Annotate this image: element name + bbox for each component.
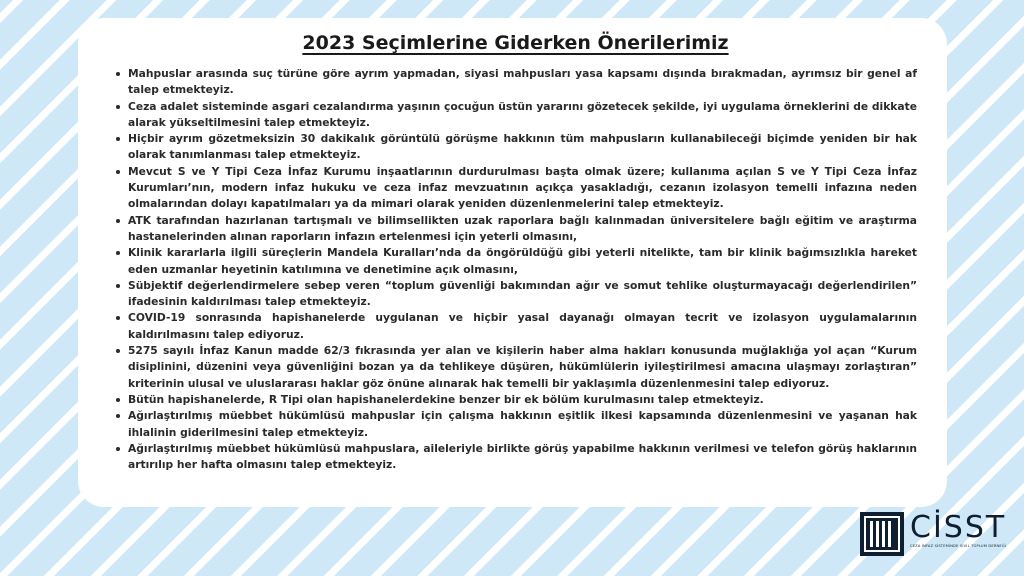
list-item: COVID-19 sonrasında hapishanelerde uygulanan ve hiçbir yasal dayanağı olmayan tecrit ve izolasyon uygulamalarının kaldırılmasını talep ediyoruz.: [128, 310, 917, 343]
list-item: Ağırlaştırılmış müebbet hükümlüsü mahpuslara, aileleriyle birlikte görüş yapabilme hakkının verilmesi ve telefon görüş haklarının artırılıp her hafta olmasını talep etmekteyiz.: [128, 441, 917, 474]
list-item: ATK tarafından hazırlanan tartışmalı ve bilimsellikten uzak raporlara bağlı kalınmadan üniversitelere bağlı eğitim ve araştırma hastanelerinden alınan raporların infazın ertelenmesi için yeterli olmasını,: [128, 213, 917, 246]
page-title: 2023 Seçimlerine Giderken Önerilerimiz: [302, 32, 729, 54]
content-card: [78, 18, 947, 507]
list-item: Mevcut S ve Y Tipi Ceza İnfaz Kurumu inşaatlarının durdurulması başta olmak üzere; kullanıma açılan S ve Y Tipi Ceza İnfaz Kurumları’nın, modern infaz hukuku ve ceza infaz mevzuatının açıkça yasakladığı, cezanın izolasyon temelli infazına neden olmalarından dolayı kapatılmaları ya da mimari olarak yeniden düzenlenmelerini talep etmekteyiz.: [128, 164, 917, 213]
list-item: Klinik kararlarla ilgili süreçlerin Mandela Kuralları’nda da öngörüldüğü gibi yeterli nitelikte, tam bir klinik bağımsızlıkla hareket eden uzmanlar heyetinin katılımına ve denetimine açık olmasını,: [128, 245, 917, 278]
logo-text: [910, 512, 1006, 549]
cisst-logo: [860, 512, 1010, 568]
list-item: Bütün hapishanelerde, R Tipi olan hapishanelerdekine benzer bir ek bölüm kurulmasını talep etmekteyiz.: [128, 392, 917, 408]
list-item: Hiçbir ayrım gözetmeksizin 30 dakikalık görüntülü görüşme hakkının tüm mahpusların kullanabileceği biçimde yeniden bir hak olarak tanımlanması talep etmekteyiz.: [128, 131, 917, 164]
list-item: Sübjektif değerlendirmelere sebep veren “toplum güvenliği bakımından ağır ve somut tehlike oluşturmayacağı değerlendirilen” ifadesinin kaldırılması talep etmekteyiz.: [128, 278, 917, 311]
list-item: 5275 sayılı İnfaz Kanun madde 62/3 fıkrasında yer alan ve kişilerin haber alma hakları konusunda muğlaklığa yol açan “Kurum disiplinini, düzenini veya güvenliğini bozan ya da tehlikeye düşüren, hükümlülerin iyileştirilmesi amacına ulaşmayı zorlaştıran” kriterinin ulusal ve uluslararası haklar göz önüne alınarak hak temelli bir yaklaşımla düzenlenmesini talep ediyoruz.: [128, 343, 917, 392]
prison-bars-icon: [860, 512, 904, 556]
logo-subtitle: CEZA İNFAZ SİSTEMİNDE SİVİL TOPLUM DERNEĞİ: [910, 544, 1007, 548]
list-item: Mahpuslar arasında suç türüne göre ayrım yapmadan, siyasi mahpusları yasa kapsamı dışında bırakmadan, ayrımsız bir genel af talep etmekteyiz.: [128, 66, 917, 99]
recommendations-list: [114, 66, 917, 473]
list-item: Ceza adalet sisteminde asgari cezalandırma yaşının çocuğun üstün yararını gözetecek şekilde, iyi uygulama örneklerini de dikkate alarak yükseltilmesini talep etmekteyiz.: [128, 99, 917, 132]
logo-wordmark: CİSST: [910, 510, 1007, 545]
list-item: Ağırlaştırılmış müebbet hükümlüsü mahpuslar için çalışma hakkının eşitlik ilkesi kapsamında düzenlenmesini ve yaşanan hak ihlalinin giderilmesini talep etmekteyiz.: [128, 408, 917, 441]
